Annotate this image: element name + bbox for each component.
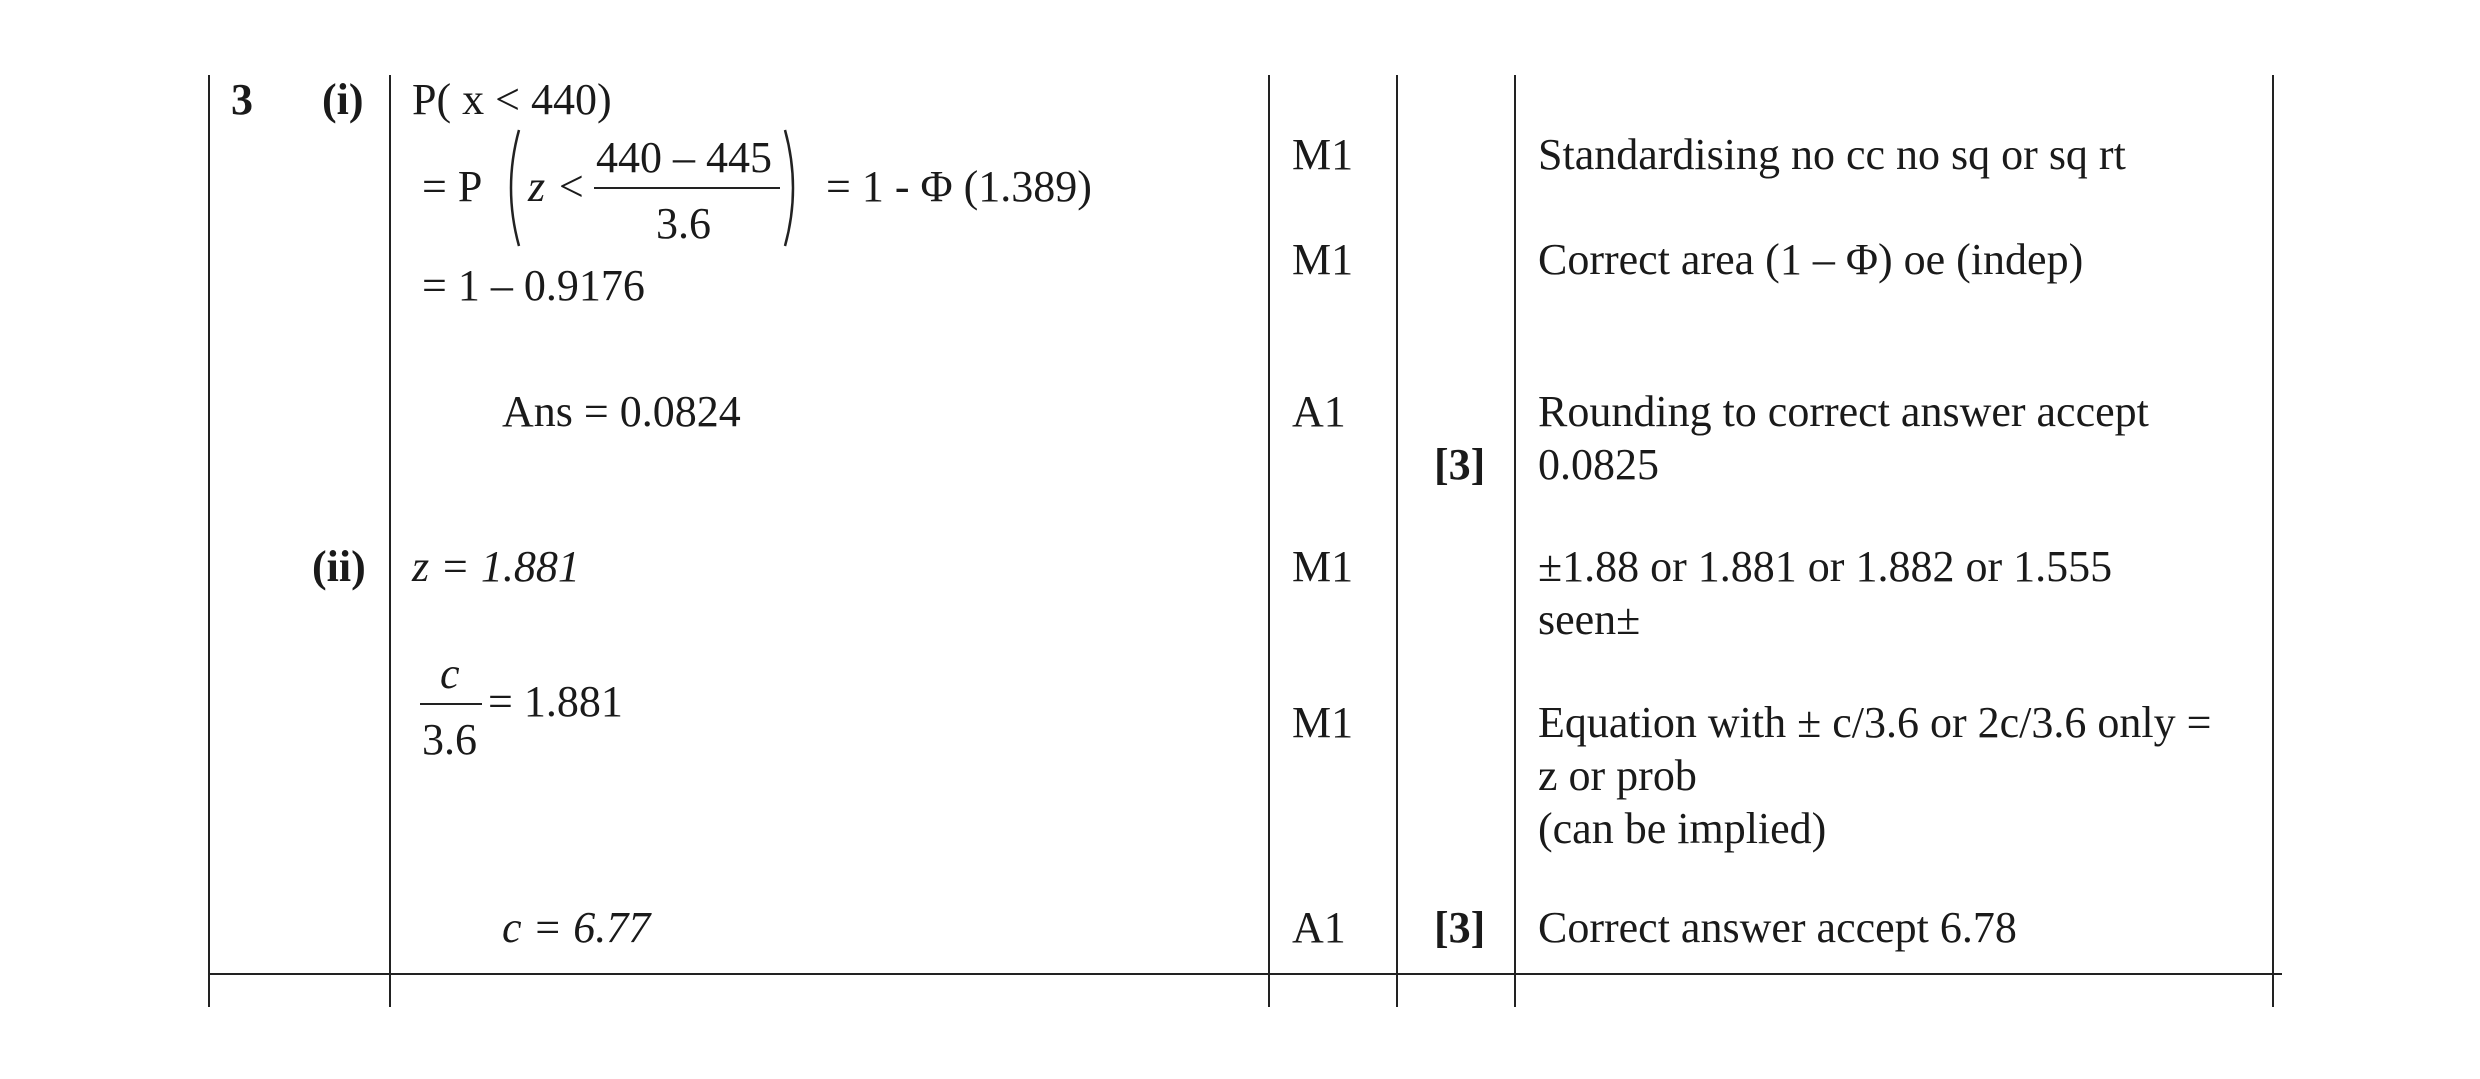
fraction-bar [420, 703, 482, 705]
fraction-numerator: c [440, 649, 460, 698]
working-standardise-result: = 1 - Φ (1.389) [826, 162, 1092, 211]
mark: M1 [1292, 235, 1354, 284]
guidance-text: Rounding to correct answer accept [1538, 387, 2149, 436]
fraction-denominator: 3.6 [656, 199, 711, 248]
working-step: = 1 – 0.9176 [422, 261, 645, 310]
guidance-text: seen± [1538, 595, 1641, 644]
guidance-text: Equation with ± c/3.6 or 2c/3.6 only = [1538, 698, 2212, 747]
working-probability: P( x < 440) [412, 75, 612, 124]
guidance-text: ±1.88 or 1.881 or 1.882 or 1.555 [1538, 542, 2113, 591]
mark: M1 [1292, 698, 1354, 747]
working-standardise-prefix: = P [422, 162, 483, 211]
question-number: 3 [231, 75, 253, 124]
guidance-text: Correct area (1 – Φ) oe (indep) [1538, 235, 2084, 284]
fraction-numerator: 440 – 445 [596, 133, 772, 182]
working-equation-rhs: = 1.881 [488, 677, 623, 726]
guidance-text: (can be implied) [1538, 804, 1827, 853]
guidance-text: Standardising no cc no sq or sq rt [1538, 130, 2126, 179]
part-label-ii: (ii) [312, 542, 366, 591]
column-border [1268, 75, 1270, 1007]
part-total: [3] [1434, 440, 1486, 489]
part-label-i: (i) [322, 75, 364, 124]
mark: A1 [1292, 387, 1346, 436]
mark: A1 [1292, 903, 1346, 952]
mark: M1 [1292, 542, 1354, 591]
working-z-value: z = 1.881 [412, 542, 580, 591]
working-answer: Ans = 0.0824 [502, 387, 741, 436]
guidance-text: Correct answer accept 6.78 [1538, 903, 2017, 952]
right-parenthesis [782, 128, 804, 248]
column-border [1396, 75, 1398, 1007]
fraction-denominator: 3.6 [422, 715, 477, 764]
guidance-text: z or prob [1538, 751, 1697, 800]
column-border [1514, 75, 1516, 1007]
column-border [389, 75, 391, 1007]
working-standardise-z: z < [528, 162, 586, 211]
mark: M1 [1292, 130, 1354, 179]
column-border [2272, 75, 2274, 1007]
fraction-bar [594, 187, 780, 189]
left-parenthesis [500, 128, 522, 248]
column-border [208, 75, 210, 1007]
guidance-text: 0.0825 [1538, 440, 1659, 489]
part-total: [3] [1434, 903, 1486, 952]
row-divider [208, 973, 2282, 975]
working-answer: c = 6.77 [502, 903, 651, 952]
